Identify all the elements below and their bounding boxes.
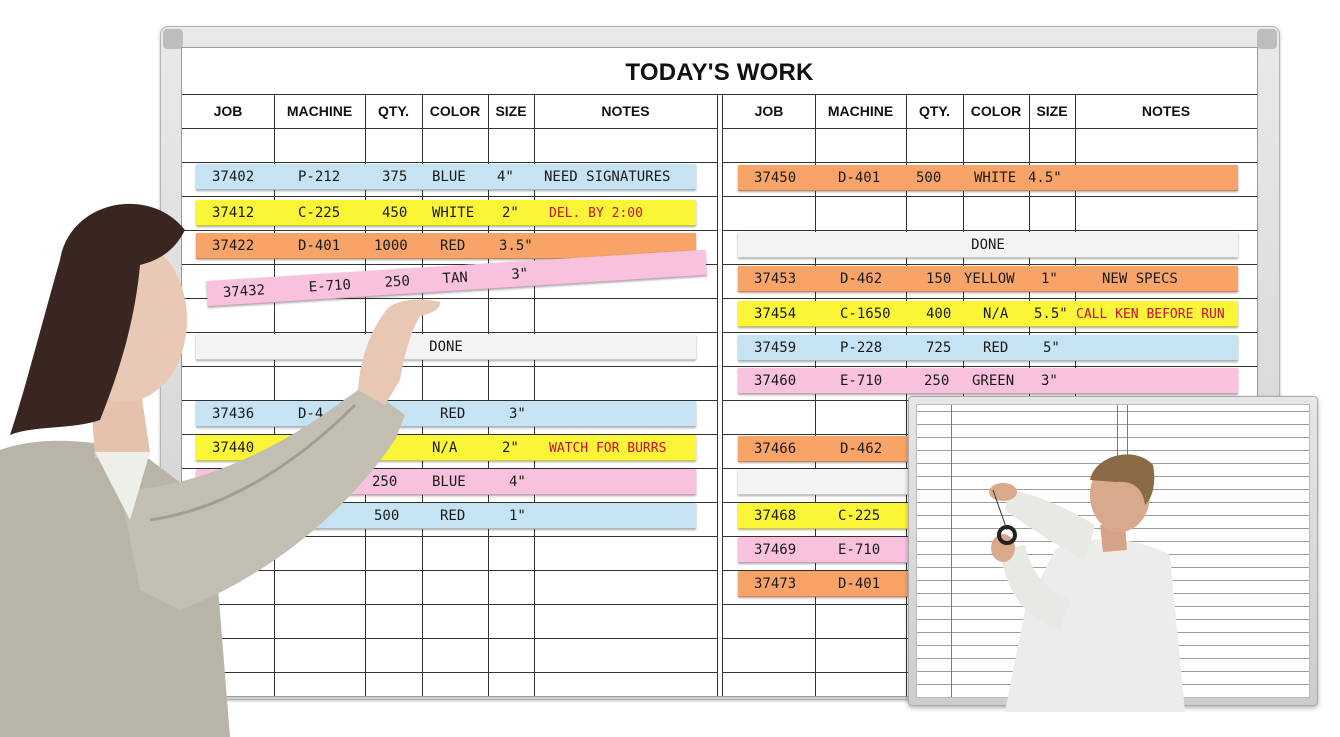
strip-color: WHITE: [974, 170, 1017, 186]
strip-size: 5.5": [1034, 306, 1068, 322]
strip-qty: 450: [382, 205, 408, 221]
strip-color: RED: [440, 406, 466, 422]
strip-job: 37468: [754, 508, 797, 524]
strip-job: 37466: [754, 441, 797, 457]
strip-color: GREEN: [972, 373, 1015, 389]
grid-line: [723, 162, 1257, 163]
job-strip[interactable]: [738, 266, 1238, 292]
strip-color: YELLOW: [964, 271, 1015, 287]
strip-job: 37453: [754, 271, 797, 287]
job-strip[interactable]: [738, 436, 908, 462]
strip-size: 3.5": [499, 238, 533, 254]
frame-corner: [1257, 29, 1277, 49]
strip-job: 37436: [212, 406, 255, 422]
strip-job: 37440: [212, 440, 255, 456]
woman-pointing-icon: [0, 190, 460, 737]
done-label: DONE: [429, 339, 463, 355]
strip-size: 3": [510, 265, 529, 283]
strip-color: TAN: [442, 269, 469, 288]
strip-size: 4.5": [1028, 170, 1062, 186]
grid-line: [723, 230, 1257, 231]
strip-note: DEL. BY 2:00: [549, 206, 643, 221]
col-header-color: COLOR: [970, 103, 1022, 119]
done-label: DONE: [971, 237, 1005, 253]
strip-job: 37454: [754, 306, 797, 322]
strip-size: 2": [502, 440, 519, 456]
strip-size: 5": [1043, 340, 1060, 356]
col-header-machine: MACHINE: [827, 103, 894, 119]
strip-qty: 250: [384, 273, 411, 291]
strip-color: N/A: [983, 306, 1009, 322]
grid-line: [182, 128, 717, 129]
job-strip[interactable]: [738, 503, 908, 529]
strip-job: 37469: [754, 542, 797, 558]
grid-line: [182, 162, 717, 163]
col-header-size: SIZE: [495, 103, 527, 119]
job-strip[interactable]: [738, 368, 1238, 394]
strip-machine: C-225: [298, 205, 341, 221]
strip-machine: D-401: [838, 170, 881, 186]
col-header-machine: MACHINE: [286, 103, 353, 119]
strip-machine: D-4: [298, 406, 324, 422]
frame-corner: [163, 29, 183, 49]
job-strip[interactable]: [738, 165, 1238, 191]
strip-job: 37412: [212, 205, 255, 221]
strip-machine: P-228: [840, 340, 883, 356]
strip-color: N/A: [432, 440, 458, 456]
blank-strip[interactable]: [738, 469, 908, 495]
job-strip[interactable]: [738, 571, 908, 597]
strip-machine: E-710: [838, 542, 881, 558]
strip-size: 3": [1041, 373, 1058, 389]
strip-size: 2": [502, 205, 519, 221]
strip-qty: 375: [382, 169, 408, 185]
col-header-notes: NOTES: [601, 103, 650, 119]
strip-qty: 250: [924, 373, 950, 389]
strip-color: BLUE: [432, 169, 466, 185]
strip-job: 37422: [212, 238, 255, 254]
strip-machine: P-212: [298, 169, 341, 185]
strip-job: 37432: [222, 282, 266, 301]
strip-note: NEW SPECS: [1102, 271, 1178, 287]
strip-machine: C-1650: [840, 306, 891, 322]
strip-qty: 725: [926, 340, 952, 356]
strip-job: 37402: [212, 169, 255, 185]
col-header-size: SIZE: [1036, 103, 1068, 119]
strip-job: 37459: [754, 340, 797, 356]
strip-machine: D-462: [840, 441, 883, 457]
job-strip[interactable]: [196, 164, 696, 190]
strip-color: RED: [440, 238, 466, 254]
strip-note: CALL KEN BEFORE RUN: [1076, 307, 1225, 322]
strip-color: RED: [983, 340, 1009, 356]
strip-qty: 1000: [374, 238, 408, 254]
strip-machine: D-401: [838, 576, 881, 592]
grid-line: [723, 298, 1257, 299]
strip-machine: C-225: [838, 508, 881, 524]
job-strip[interactable]: [738, 537, 908, 563]
col-header-color: COLOR: [429, 103, 481, 119]
strip-qty: 500: [916, 170, 942, 186]
strip-color: WHITE: [432, 205, 475, 221]
strip-machine: D-462: [840, 271, 883, 287]
strip-machine: E-710: [840, 373, 883, 389]
col-header-qty: QTY.: [918, 103, 951, 119]
job-strip[interactable]: [738, 335, 1238, 361]
col-header-notes: NOTES: [1141, 103, 1191, 119]
strip-size: 4": [497, 169, 514, 185]
col-header-qty: QTY.: [377, 103, 410, 119]
strip-color: RED: [440, 508, 466, 524]
grid-line: [723, 366, 1257, 367]
strip-machine: D-401: [298, 238, 341, 254]
strip-machine: E-710: [308, 276, 352, 296]
strip-job: 37473: [754, 576, 797, 592]
strip-size: 1": [509, 508, 526, 524]
col-header-job: JOB: [754, 103, 784, 119]
strip-qty: 250: [372, 474, 398, 490]
done-strip[interactable]: [738, 232, 1238, 258]
strip-qty: 150: [926, 271, 952, 287]
grid-line: [723, 196, 1257, 197]
strip-qty: 400: [926, 306, 952, 322]
strip-job: 37460: [754, 373, 797, 389]
strip-size: 1": [1041, 271, 1058, 287]
strip-qty: 500: [374, 508, 400, 524]
strip-note: WATCH FOR BURRS: [549, 441, 667, 456]
strip-note: NEED SIGNATURES: [544, 169, 671, 185]
strip-size: 3": [509, 406, 526, 422]
grid-line: [723, 264, 1257, 265]
col-header-job: JOB: [213, 103, 243, 119]
grid-line: [723, 128, 1257, 129]
strip-job: 37450: [754, 170, 797, 186]
board-title: TODAY'S WORK: [625, 59, 814, 86]
grid-line: [723, 332, 1257, 333]
strip-size: 4": [509, 474, 526, 490]
man-applying-tape-icon: [985, 450, 1190, 712]
job-strip[interactable]: [738, 301, 1238, 327]
strip-color: BLUE: [432, 474, 466, 490]
